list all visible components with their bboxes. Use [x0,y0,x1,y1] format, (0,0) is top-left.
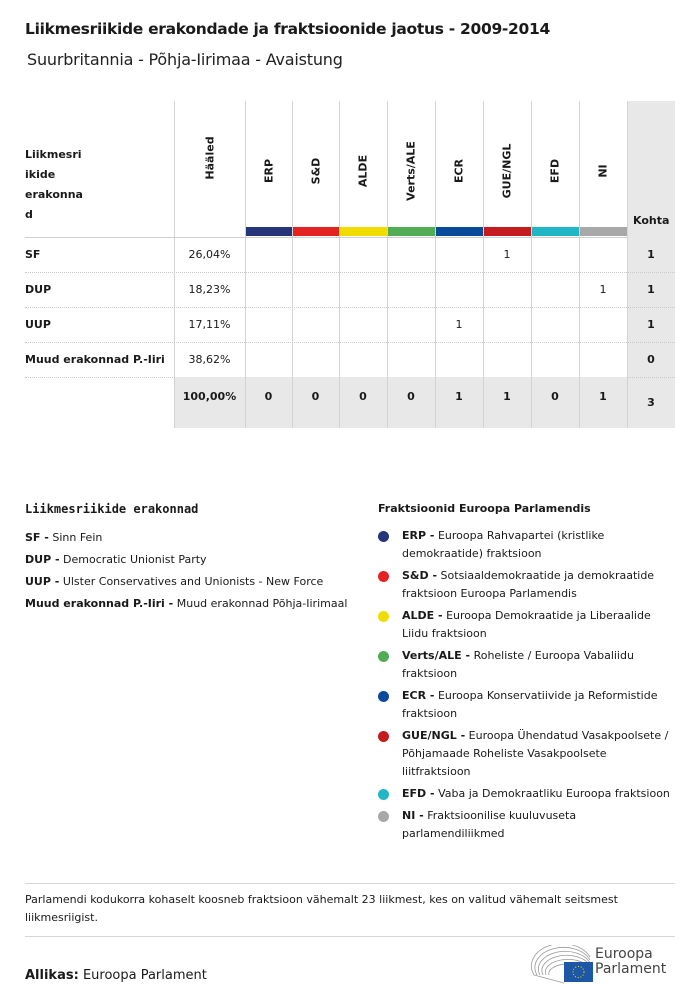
group-legend-item [378,567,678,603]
column-divider [531,101,532,428]
row-total: 1 [647,248,655,261]
party-abbr: Muud erakonnad P.-Iiri - [25,597,174,610]
group-column-header [579,101,627,237]
row-header-line: d [25,208,33,221]
votes-column-header [174,101,245,237]
seat-value: 1 [455,318,463,331]
seat-value [292,272,339,307]
group-legend-item [378,647,678,683]
seat-value [339,237,387,272]
group-column-header [531,101,579,237]
seat-value [531,237,579,272]
group-fullname: Euroopa Konservatiivide ja Reformistide fraktsioon [402,689,658,720]
group-fullname: Vaba ja Demokraatliku Euroopa fraktsioon [438,787,670,800]
group-color-bar [580,227,627,236]
group-legend-item [378,607,678,643]
color-dot-icon [378,571,389,582]
votes-value: 26,04% [188,248,231,261]
group-fullname: Sotsiaaldemokraatide ja demokraatide fraktsioon Euroopa Parlamendis [402,569,655,600]
votes-value: 38,62% [188,353,231,366]
group-abbr: S&D - [402,569,438,582]
party-name: DUP [25,283,52,296]
group-legend-item [378,527,678,563]
footnote: Parlamendi kodukorra kohaselt koosneb fraktsioon vähemalt 23 liikmest, kes on valitud vähemalt seitsmest liikmesriigist. [25,893,618,924]
group-header-text: GUE/NGL [500,143,514,199]
logo-line: Euroopa [595,946,653,962]
group-header-text: ECR [452,158,466,184]
color-dot-icon [378,531,389,542]
group-legend-title: Fraktsioonid Euroopa Parlamendis [378,502,591,515]
column-divider [435,101,436,428]
row-total: 1 [647,318,655,331]
color-dot-icon [378,651,389,662]
group-abbr: ECR - [402,689,435,702]
seat-value [292,237,339,272]
row-header-line: Liikmesri [25,148,82,161]
votes-value: 18,23% [188,283,231,296]
column-divider [174,101,175,428]
page-title: Liikmesriikide erakondade ja fraktsioonide jaotus - 2009-2014 [25,20,550,38]
group-total: 0 [551,390,559,403]
group-color-bar [293,227,339,236]
group-abbr: EFD - [402,787,435,800]
divider [25,883,675,884]
row-header-label [25,145,165,225]
group-total: 1 [599,390,607,403]
group-column-header [483,101,531,237]
seat-value [579,342,627,377]
party-legend-item [25,527,355,549]
group-color-bar [532,227,579,236]
grand-total: 3 [647,396,655,409]
seat-value [245,272,292,307]
seat-value [531,272,579,307]
party-abbr: UUP - [25,575,60,588]
group-color-bar [388,227,435,236]
group-legend [378,502,678,847]
column-divider [627,101,628,428]
column-divider [339,101,340,428]
seat-value [435,342,483,377]
party-abbr: DUP - [25,553,60,566]
seat-value [245,307,292,342]
table-row [25,342,675,378]
row-total: 1 [647,283,655,296]
group-abbr: ALDE - [402,609,443,622]
group-header-text: NI [596,164,610,178]
source-label: Allikas: [25,968,79,983]
seat-value [292,342,339,377]
group-header-text: EFD [548,158,562,184]
seat-value [579,237,627,272]
row-header-line: ikide [25,168,56,181]
seat-value [292,307,339,342]
group-abbr: ERP - [402,529,435,542]
group-total: 1 [455,390,463,403]
column-divider [387,101,388,428]
seat-value: 1 [503,248,511,261]
seat-value [245,342,292,377]
group-column-header [292,101,339,237]
group-total: 1 [503,390,511,403]
party-legend-item [25,549,355,571]
source-value: Euroopa Parlament [82,968,207,983]
seat-value: 1 [599,283,607,296]
color-dot-icon [378,811,389,822]
divider [25,936,675,937]
seat-value [579,307,627,342]
color-dot-icon [378,691,389,702]
party-legend-item [25,571,355,593]
group-legend-item [378,727,678,781]
seat-value [387,272,435,307]
total-column-header: Kohta [633,214,670,227]
column-divider [483,101,484,428]
group-column-header [387,101,435,237]
seat-value [245,237,292,272]
color-dot-icon [378,731,389,742]
group-total: 0 [264,390,273,403]
seat-value [435,272,483,307]
seat-value [387,237,435,272]
group-total: 0 [359,390,367,403]
seat-value [483,307,531,342]
source [25,968,207,983]
group-header-text: Verts/ALE [404,141,418,201]
group-legend-item [378,785,678,803]
group-fullname: Euroopa Rahvapartei (kristlike demokraatide) fraktsioon [402,529,605,560]
party-abbr: SF - [25,531,49,544]
group-abbr: Verts/ALE - [402,649,471,662]
page-subtitle: Suurbritannia - Põhja-Iirimaa - Avaistung [27,50,343,69]
seat-value [483,272,531,307]
seat-value [339,272,387,307]
group-fullname: Euroopa Ühendatud Vasakpoolsete / Põhjamaade Roheliste Vasakpoolsete liitfraktsioon [402,729,669,778]
color-dot-icon [378,789,389,800]
color-dot-icon [378,611,389,622]
party-fullname: Muud erakonnad Põhja-Iirimaal [176,597,348,610]
seat-value [531,307,579,342]
seat-value [483,342,531,377]
group-header-text: S&D [309,157,322,185]
seat-value [339,342,387,377]
party-legend [25,502,355,615]
party-fullname: Democratic Unionist Party [63,553,207,566]
group-total: 0 [407,390,415,403]
group-column-header [245,101,292,237]
group-total: 0 [311,390,320,403]
seat-value [339,307,387,342]
group-abbr: NI - [402,809,424,822]
group-color-bar [246,227,292,236]
row-total: 0 [647,353,655,366]
votes-total: 100,00% [182,390,237,403]
logo-line: Parlament [595,961,667,977]
party-legend-item [25,593,355,615]
group-color-bar [484,227,531,236]
group-fullname: Fraktsioonilise kuuluvuseta parlamendiliikmed [402,809,577,840]
group-legend-item [378,807,678,843]
votes-header-text: Hääled [203,136,216,180]
table-row [25,307,675,343]
group-legend-item [378,687,678,723]
seat-value [387,342,435,377]
column-divider [292,101,293,428]
seat-value [531,342,579,377]
votes-value: 17,11% [188,318,231,331]
table-row [25,237,675,273]
party-name: UUP [25,318,51,331]
group-column-header [339,101,387,237]
table-row [25,272,675,308]
group-header-text: ERP [262,158,275,184]
group-color-bar [436,227,483,236]
group-fullname: Euroopa Demokraatide ja Liberaalide Liidu fraktsioon [402,609,651,640]
party-fullname: Sinn Fein [52,531,103,544]
seat-value [435,237,483,272]
group-column-header [435,101,483,237]
group-color-bar [340,227,387,236]
row-header-line: erakonna [25,188,83,201]
column-divider [579,101,580,428]
group-header-text: ALDE [356,154,370,188]
seat-value [387,307,435,342]
group-abbr: GUE/NGL - [402,729,466,742]
party-legend-title: Liikmesriikide erakonnad [25,502,199,516]
party-name: Muud erakonnad P.-Iiri [25,353,165,366]
party-name: SF [25,248,41,261]
party-fullname: Ulster Conservatives and Unionists - New Force [62,575,324,588]
group-fullname: Roheliste / Euroopa Vabaliidu fraktsioon [402,649,634,680]
column-divider [245,101,246,428]
logo-text [595,947,666,977]
